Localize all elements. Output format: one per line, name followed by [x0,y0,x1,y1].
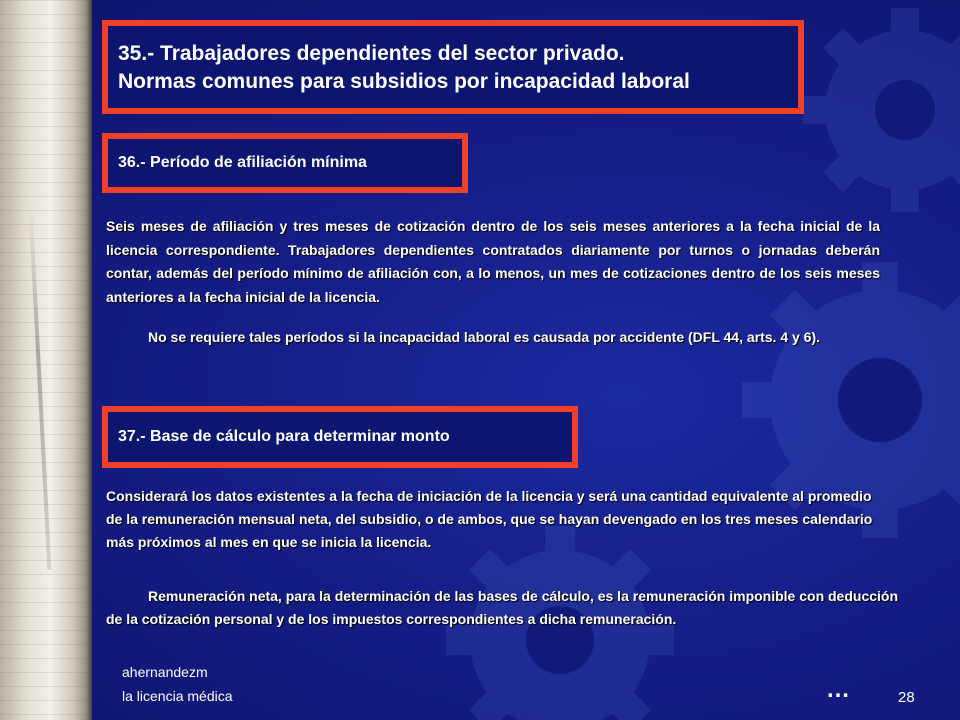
slide-title-box [102,20,804,114]
slide-title-line2: Normas comunes para subsidios por incapacidad laboral [118,70,690,93]
continuation-ellipsis: … [826,676,851,703]
section-37-paragraph-1: Considerará los datos existentes a la fecha de iniciación de la licencia y será una cantidad equivalente al promedio de la remuneración mensual neta, del subsidio, o de ambos, que se hayan devengado en los tres meses calendario más próximos al mes en que se inicia la licencia. [106,488,873,550]
section-37-heading-box [102,406,578,468]
section-37-paragraph-2: Remuneración neta, para la determinación de las bases de cálculo, es la remuneración imponible con deducción de la cotización personal y de los impuestos correspondientes a dicha remuneración. [106,588,899,627]
section-36-heading-box [102,133,468,193]
page-number: 28 [898,689,915,706]
footer-title: la licencia médica [122,688,233,704]
section-36-paragraph-2: No se requiere tales períodos si la incapacidad laboral es causada por accidente (DFL 44, arts. 4 y 6). [148,329,821,345]
section-37-heading: 37.- Base de cálculo para determinar monto [118,428,450,445]
section-36-paragraph-1: Seis meses de afiliación y tres meses de cotización dentro de los seis meses anteriores a la fecha inicial de la licencia correspondiente. Trabajadores dependientes contratados diariamente por turnos o jornadas deberán contar, además del período mínimo de afiliación con, a lo menos, un mes de cotizaciones dentro de los seis meses anteriores a la fecha inicial de la licencia. [106,218,880,305]
slide-title-line1: 35.- Trabajadores dependientes del sector privado. [118,42,625,65]
section-36-heading: 36.- Período de afiliación mínima [118,154,367,171]
footer-author: ahernandezm [122,664,208,680]
